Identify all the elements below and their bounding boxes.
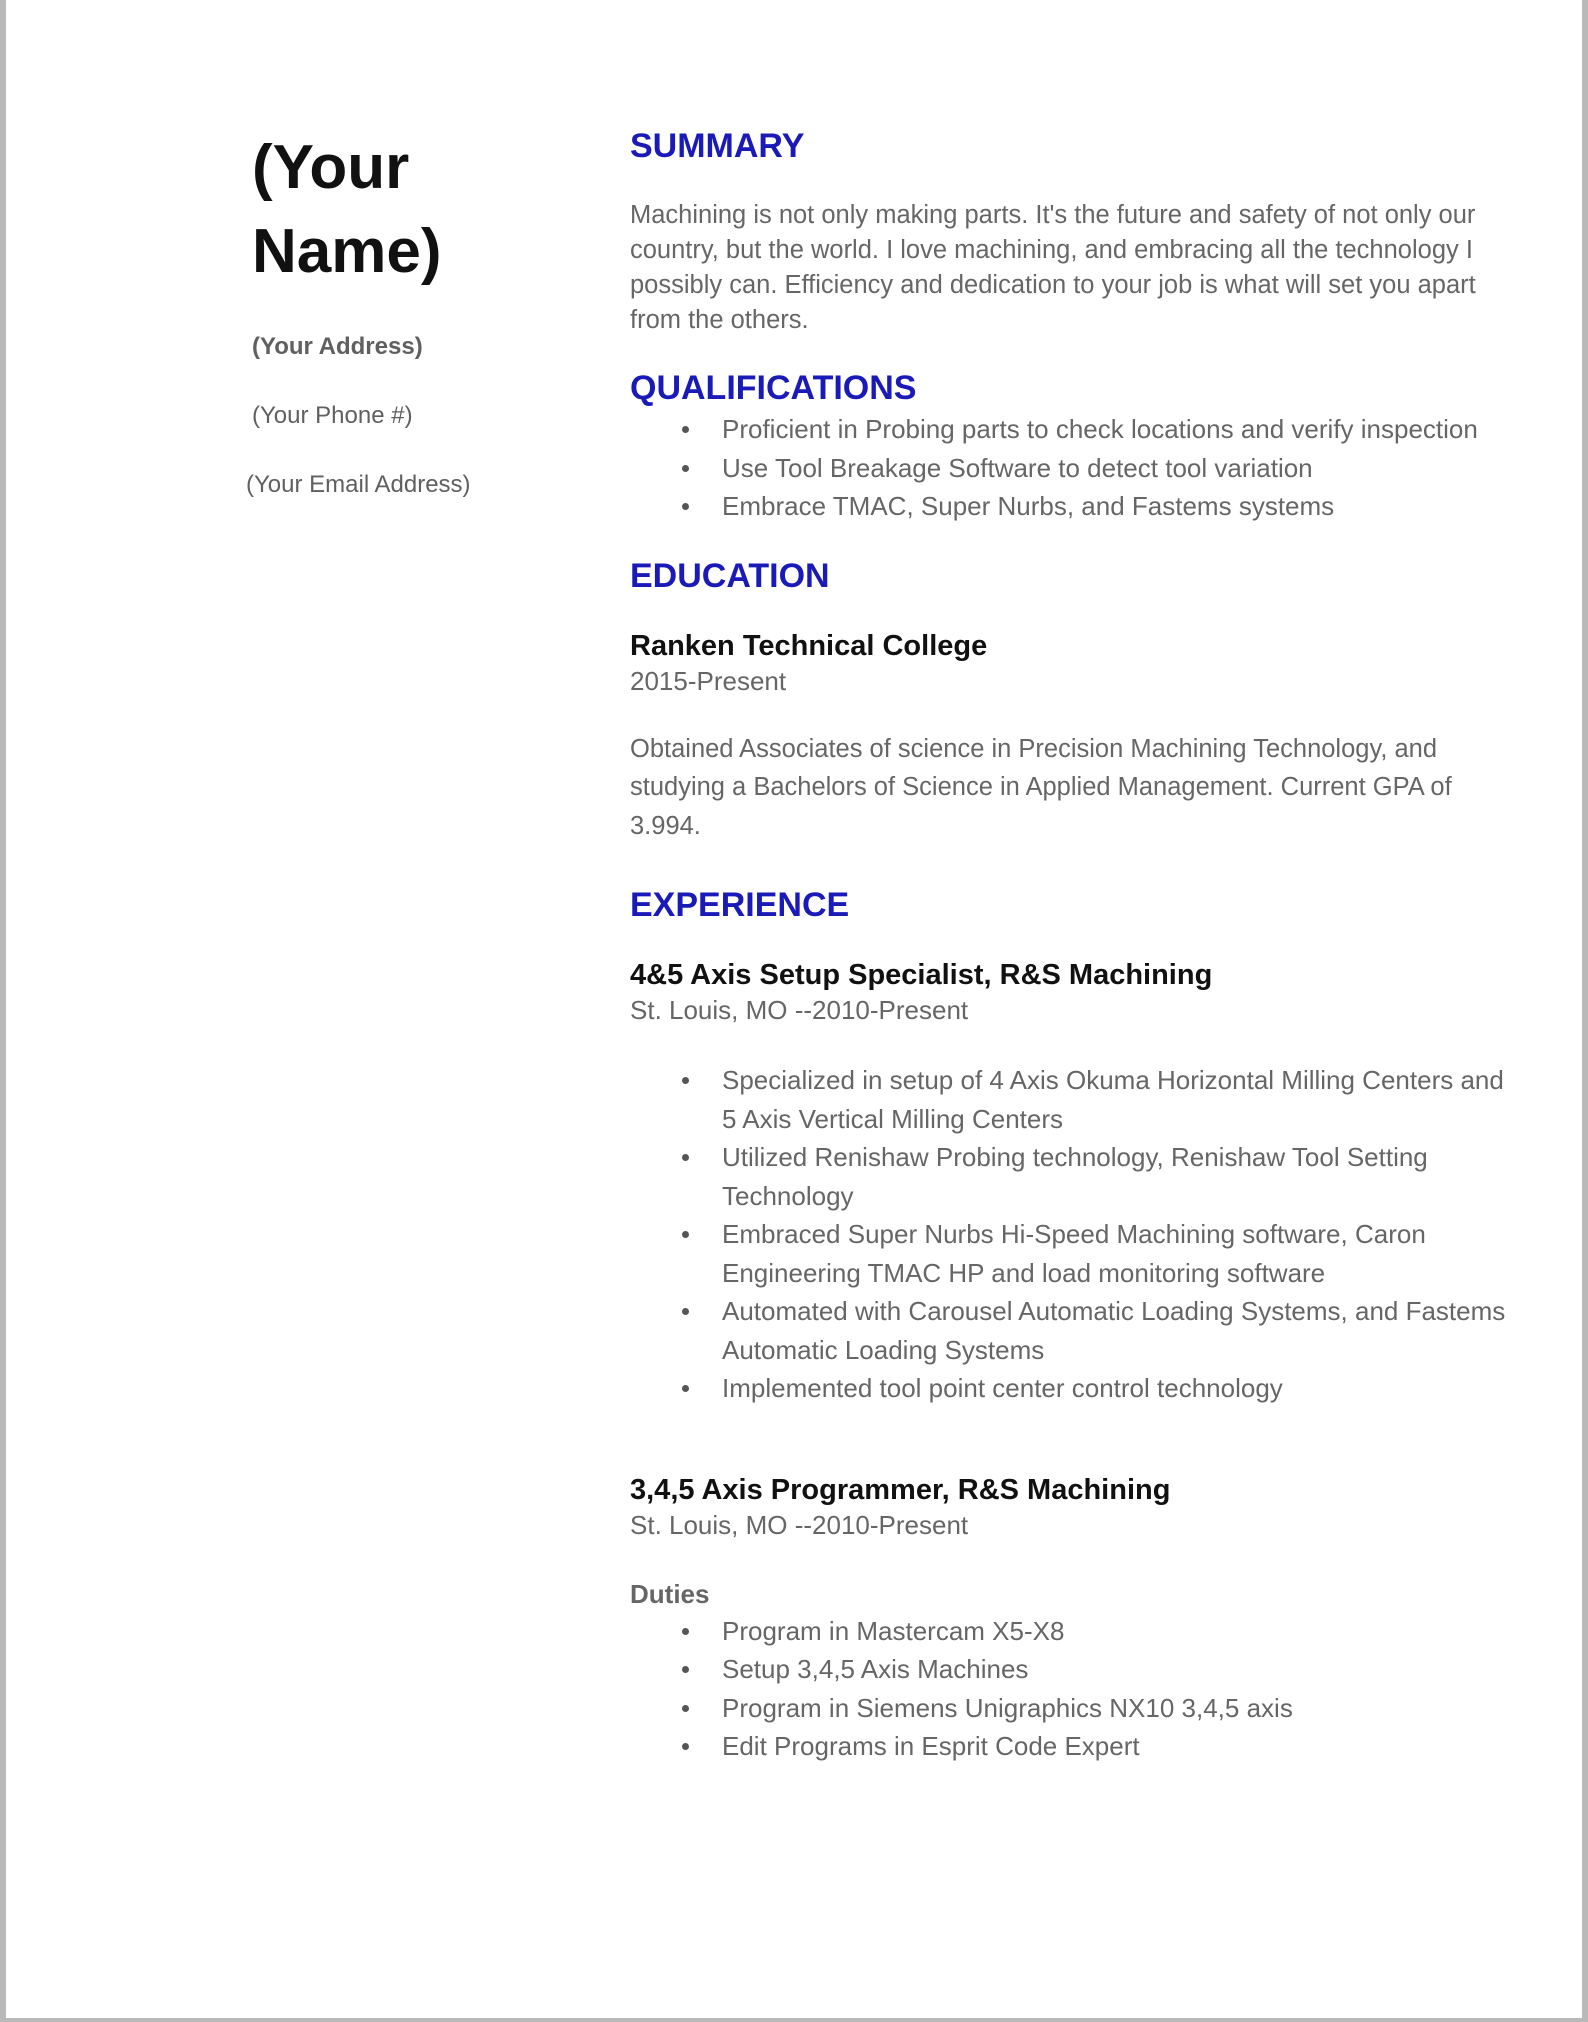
list-item: Automated with Carousel Automatic Loading Systems, and Fastems Automatic Loading Systems — [630, 1292, 1510, 1369]
list-item: Program in Mastercam X5-X8 — [630, 1612, 1510, 1651]
job-title: 3,4,5 Axis Programmer, R&S Machining — [630, 1473, 1171, 1506]
bullet-icon — [682, 465, 689, 472]
experience-heading: EXPERIENCE — [630, 886, 850, 924]
summary-text: Machining is not only making parts. It's the future and safety of not only our country, but the world. I love machining, and embracing all the technology I possibly can. Efficiency and dedication to your job is what will set you apart from the others. — [630, 201, 1476, 334]
list-item: Program in Siemens Unigraphics NX10 3,4,5 axis — [630, 1689, 1510, 1728]
education-dates: 2015-Present — [630, 665, 787, 696]
bullet-icon — [682, 1705, 689, 1712]
address-line: (Your Address) — [252, 333, 423, 360]
email-line: (Your Email Address) — [246, 471, 471, 498]
job-entry — [630, 957, 1510, 1408]
bullet-icon — [682, 1628, 689, 1635]
list-item: Use Tool Breakage Software to detect tool variation — [630, 449, 1510, 488]
list-item: Implemented tool point center control technology — [630, 1369, 1510, 1408]
duties-label: Duties — [630, 1578, 710, 1609]
bullet-icon — [682, 1743, 689, 1750]
summary-heading: SUMMARY — [630, 127, 805, 165]
bullet-icon — [682, 426, 689, 433]
phone-line: (Your Phone #) — [252, 402, 413, 429]
job-entry — [630, 1472, 1510, 1766]
candidate-name: (Your Name) — [252, 133, 442, 286]
main-column — [630, 124, 1510, 1766]
bullet-icon — [682, 1077, 689, 1084]
school-name: Ranken Technical College — [630, 629, 988, 662]
list-item: Edit Programs in Esprit Code Expert — [630, 1727, 1510, 1766]
resume-page — [6, 0, 1582, 2018]
job-location: St. Louis, MO --2010-Present — [630, 995, 969, 1025]
bullet-icon — [682, 1385, 689, 1392]
list-item: Embraced Super Nurbs Hi-Speed Machining software, Caron Engineering TMAC HP and load monitoring software — [630, 1215, 1510, 1292]
education-description: Obtained Associates of science in Precision Machining Technology, and studying a Bachelors of Science in Applied Management. Current GPA of 3.994. — [630, 734, 1452, 840]
bullet-icon — [682, 1154, 689, 1161]
bullet-icon — [682, 1231, 689, 1238]
education-heading: EDUCATION — [630, 556, 830, 595]
bullet-icon — [682, 1666, 689, 1673]
contact-column — [246, 126, 552, 539]
list-item: Embrace TMAC, Super Nurbs, and Fastems systems — [630, 487, 1510, 526]
bullet-icon — [682, 503, 689, 510]
job-duties-list — [630, 1612, 1510, 1766]
list-item: Specialized in setup of 4 Axis Okuma Horizontal Milling Centers and 5 Axis Vertical Milling Centers — [630, 1061, 1510, 1138]
bullet-icon — [682, 1308, 689, 1315]
job-location: St. Louis, MO --2010-Present — [630, 1509, 969, 1540]
job-duties-list — [630, 1061, 1510, 1408]
qualifications-list — [630, 410, 1510, 526]
list-item: Setup 3,4,5 Axis Machines — [630, 1650, 1510, 1689]
job-title: 4&5 Axis Setup Specialist, R&S Machining — [630, 959, 1213, 991]
list-item: Utilized Renishaw Probing technology, Renishaw Tool Setting Technology — [630, 1138, 1510, 1215]
list-item: Proficient in Probing parts to check locations and verify inspection — [630, 410, 1510, 449]
qualifications-heading: QUALIFICATIONS — [630, 369, 917, 407]
